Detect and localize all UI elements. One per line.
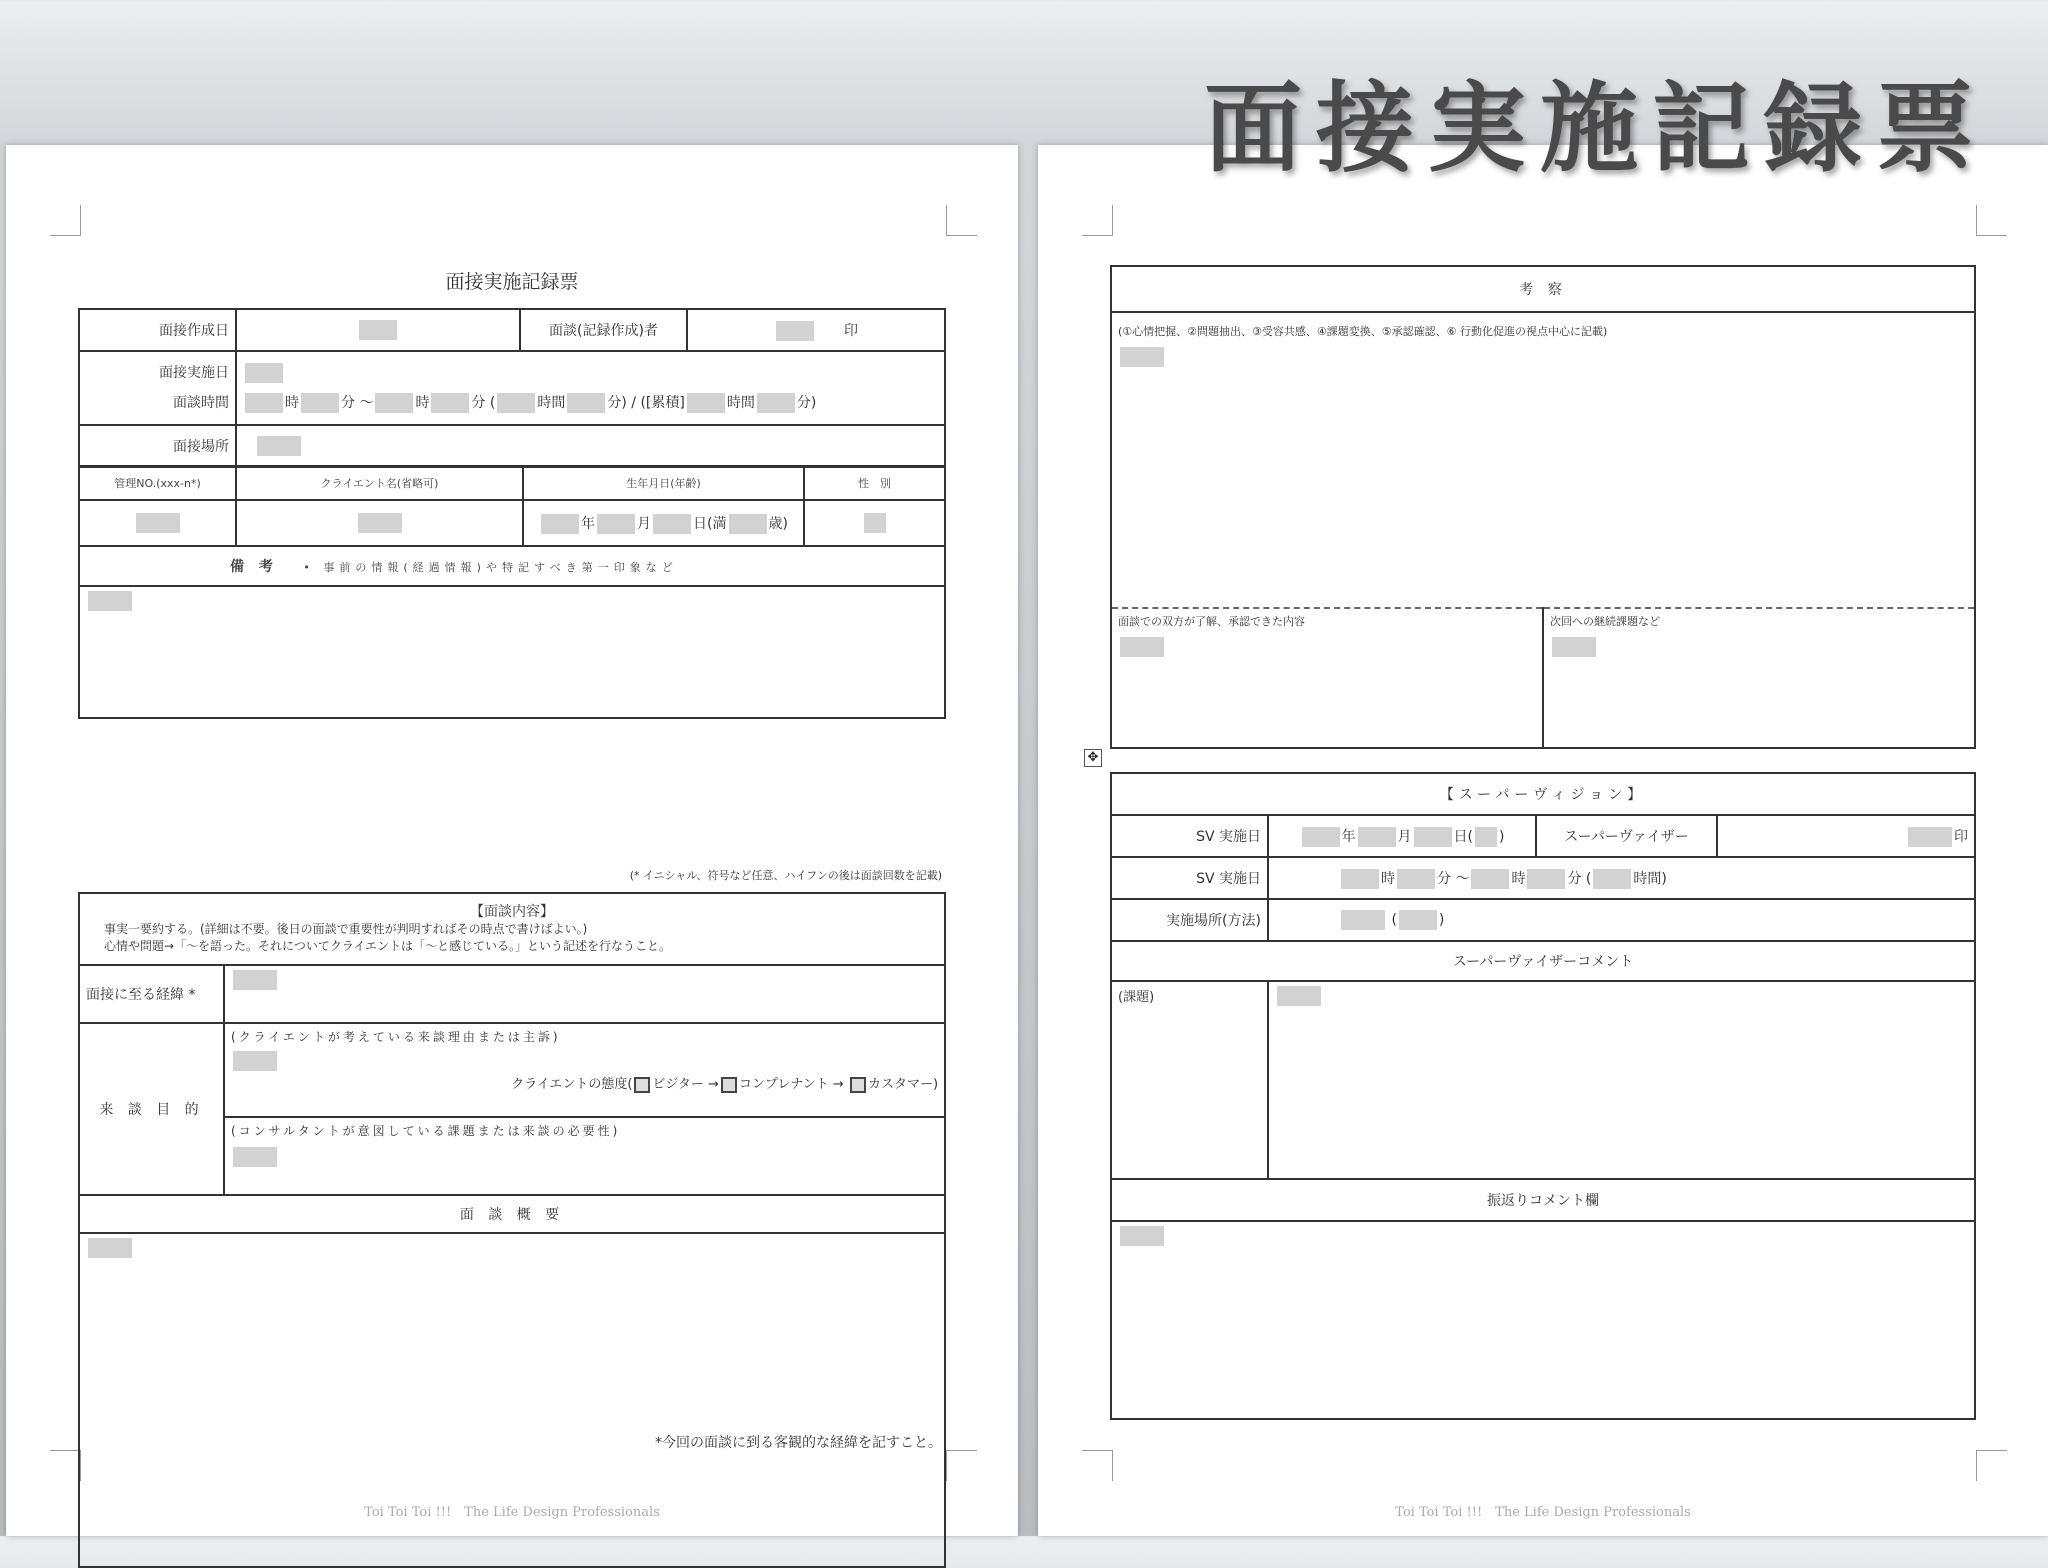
supervisor-label: スーパーヴァイザー bbox=[1536, 815, 1717, 857]
comment-field[interactable] bbox=[1268, 981, 1975, 1179]
crop-mark bbox=[50, 1450, 81, 1481]
crop-mark bbox=[1976, 1450, 2007, 1481]
create-date-field[interactable] bbox=[236, 309, 520, 351]
observation-field[interactable] bbox=[1111, 312, 1975, 608]
crop-mark bbox=[1976, 205, 2007, 236]
reflection-field[interactable] bbox=[1111, 1221, 1975, 1419]
observation-desc: (①心情把握、②問題抽出、③受容共感、④課題変換、⑤承認確認、⑥ 行動化促進の視点中心に記載) bbox=[1118, 325, 1608, 338]
visitor-label: ビジター → bbox=[652, 1077, 719, 1092]
crop-mark bbox=[1082, 1450, 1113, 1481]
crop-mark bbox=[946, 205, 977, 236]
client-reason-label: (クライエントが考えている来談理由または主訴) bbox=[231, 1030, 561, 1044]
seal-label: 印 bbox=[844, 322, 858, 339]
supervisor-field[interactable] bbox=[1717, 815, 1975, 857]
sv-time-label: SV 実施日 bbox=[1111, 857, 1268, 899]
reflection-title: 振返りコメント欄 bbox=[1111, 1179, 1975, 1221]
crop-mark bbox=[50, 205, 81, 236]
interview-content-table bbox=[78, 892, 946, 1568]
client-info-table bbox=[78, 465, 946, 719]
page-footer: Toi Toi Toi !!! The Life Design Professionals bbox=[1395, 1505, 1691, 1520]
bottom-note: *今回の面談に到る客観的な経緯を記すこと。 bbox=[655, 1435, 942, 1451]
sv-place-field[interactable]: ( ) bbox=[1268, 899, 1975, 941]
next-field[interactable] bbox=[1543, 608, 1975, 748]
observation-title: 考 察 bbox=[1111, 266, 1975, 312]
client-name-header: クライエント名(省略可) bbox=[236, 466, 523, 500]
birth-date-field[interactable]: 年 月 日(満 歳) bbox=[523, 500, 804, 546]
remarks-field[interactable] bbox=[79, 586, 945, 718]
issue-label: (課題) bbox=[1111, 981, 1268, 1179]
sv-time-field[interactable]: 時 分 〜 時 分 ( 時間) bbox=[1268, 857, 1975, 899]
place-field[interactable] bbox=[236, 425, 945, 467]
next-label: 次回への継続課題など bbox=[1550, 615, 1660, 628]
sv-place-label: 実施場所(方法) bbox=[1111, 899, 1268, 941]
trigger-label: 面接に至る経緯 * bbox=[79, 965, 224, 1023]
sv-title: 【スーパーヴィジョン】 bbox=[1111, 773, 1975, 815]
complainant-checkbox[interactable] bbox=[721, 1077, 737, 1093]
trigger-field[interactable] bbox=[224, 965, 945, 1023]
customer-checkbox[interactable] bbox=[850, 1077, 866, 1093]
create-date-label: 面接作成日 bbox=[79, 309, 236, 351]
attitude-label: クライエントの態度( bbox=[511, 1077, 633, 1092]
mutual-label: 面談での双方が了解、承認できた内容 bbox=[1118, 615, 1305, 628]
supervision-table bbox=[1110, 772, 1976, 1420]
mgmt-no-header: 管理NO.(xxx-n*) bbox=[79, 466, 236, 500]
visitor-checkbox[interactable] bbox=[634, 1077, 650, 1093]
complainant-label: コンプレナント → bbox=[738, 1077, 844, 1092]
sv-date-label: SV 実施日 bbox=[1111, 815, 1268, 857]
sv-date-field[interactable]: 年 月 日( ) bbox=[1268, 815, 1536, 857]
place-label: 面接場所 bbox=[79, 425, 236, 467]
remarks-label: 備 考 bbox=[230, 559, 278, 575]
observation-table bbox=[1110, 265, 1976, 749]
comment-title: スーパーヴァイザーコメント bbox=[1111, 941, 1975, 981]
recorder-field[interactable] bbox=[687, 309, 945, 351]
recorder-label: 面談(記録作成)者 bbox=[520, 309, 687, 351]
sv-seal-label: 印 bbox=[1954, 828, 1969, 845]
impl-date-label: 面接実施日 bbox=[159, 365, 229, 381]
client-reason-field[interactable] bbox=[231, 1051, 938, 1071]
content-line-2: 心情や問題→「〜を語った。それについてクライエントは「〜と感じている。」という記述を行なうこと。 bbox=[104, 938, 671, 953]
gender-field[interactable] bbox=[804, 500, 945, 546]
summary-label: 面 談 概 要 bbox=[79, 1195, 945, 1233]
page-2 bbox=[1038, 145, 2048, 1536]
page-1 bbox=[6, 145, 1018, 1536]
crop-mark bbox=[1082, 205, 1113, 236]
page-footer: Toi Toi Toi !!! The Life Design Professionals bbox=[364, 1505, 660, 1520]
initial-note: (* イニシャル、符号など任意、ハイフンの後は面談回数を記載) bbox=[629, 869, 942, 882]
crop-mark bbox=[946, 1450, 977, 1481]
remarks-desc: • 事前の情報(経過情報)や特記すべき第一印象など bbox=[303, 561, 678, 574]
birth-date-header: 生年月日(年齢) bbox=[523, 466, 804, 500]
table-move-icon[interactable]: ✥ bbox=[1084, 749, 1102, 767]
basic-info-table bbox=[78, 308, 946, 468]
content-line-1: 事実一要約する。(詳細は不要。後日の面談で重要性が判明すればその時点で書けばよい。) bbox=[104, 921, 588, 936]
client-name-field[interactable] bbox=[236, 500, 523, 546]
document-title: 面接実施記録票 bbox=[445, 271, 579, 293]
content-title: 【面談内容】 bbox=[470, 903, 554, 920]
time-label: 面談時間 bbox=[173, 395, 229, 411]
impl-datetime-field[interactable]: 時 分 〜 時 分 ( 時間 分) / ([累積] 時間 分) bbox=[236, 351, 945, 425]
mutual-field[interactable] bbox=[1111, 608, 1543, 748]
customer-label: カスタマー) bbox=[867, 1077, 939, 1092]
consultant-issue-field[interactable] bbox=[231, 1147, 938, 1167]
consultant-issue-label: (コンサルタントが意図している課題または来談の必要性) bbox=[231, 1124, 621, 1138]
purpose-label: 来 談 目 的 bbox=[79, 1023, 224, 1195]
mgmt-no-field[interactable] bbox=[79, 500, 236, 546]
gender-header: 性 別 bbox=[804, 466, 945, 500]
banner-title: 面接実施記録票 bbox=[1203, 72, 1988, 186]
